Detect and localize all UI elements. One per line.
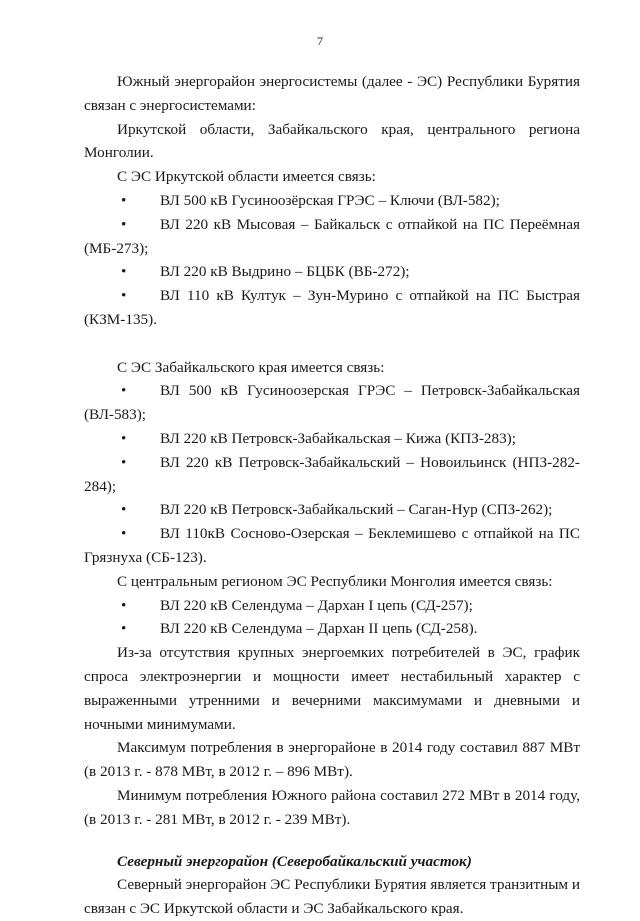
bullet-icon: •: [121, 382, 127, 400]
list-item: [84, 189, 580, 213]
list-item-text: ВЛ 220 кВ Выдрино – БЦБК (ВБ-272);: [160, 263, 410, 281]
page-body: [84, 70, 580, 921]
list-item-text: ВЛ 220 кВ Петровск-Забайкальский – Саган-Нур (СПЗ-262);: [160, 501, 553, 519]
list-item: [84, 594, 580, 618]
list-item-text: ВЛ 500 кВ Гусиноозерская ГРЭС – Петровск-Забайкальская (ВЛ-583);: [84, 382, 580, 424]
paragraph-regions: Иркутской области, Забайкальского края, центрального региона Монголии.: [84, 120, 580, 162]
list-item: [84, 284, 580, 332]
bullet-icon: •: [121, 191, 127, 209]
list-item: [84, 213, 580, 261]
paragraph-maximum: Максимум потребления в энергорайоне в 2014 году составил 887 МВт (в 2013 г. - 878 МВт, в 2012 г. – 896 МВт).: [84, 739, 580, 781]
list-item: [84, 498, 580, 522]
bullet-icon: •: [121, 215, 127, 233]
list-item: [84, 379, 580, 427]
bullet-icon: •: [121, 263, 127, 281]
paragraph-north: Северный энергорайон ЭС Республики Бурятия является транзитным и связан с ЭС Иркутской области и ЭС Забайкальского края.: [84, 876, 580, 918]
paragraph-demand: Из-за отсутствия крупных энергоемких потребителей в ЭС, график спроса электроэнергии и мощности имеет нестабильный характер с выраженными утренними и вечерними максимумами и дневными и ночными минимумами.: [84, 644, 580, 733]
list-item-text: ВЛ 220 кВ Петровск-Забайкальская – Кижа (КПЗ-283);: [160, 429, 516, 447]
bullet-icon: •: [121, 525, 127, 543]
mongolia-intro: С центральным регионом ЭС Республики Монголия имеется связь:: [117, 572, 553, 590]
list-item: [84, 617, 580, 641]
list-item: [84, 522, 580, 570]
bullet-icon: •: [121, 596, 127, 614]
bullet-icon: •: [121, 620, 127, 638]
list-item-text: ВЛ 220 кВ Мысовая – Байкальск с отпайкой на ПС Переёмная (МБ-273);: [84, 215, 580, 257]
irkutsk-intro: С ЭС Иркутской области имеется связь:: [117, 168, 376, 186]
bullet-icon: •: [121, 501, 127, 519]
paragraph-intro: Южный энергорайон энергосистемы (далее - ЭС) Республики Бурятия связан с энергосистемами:: [84, 73, 580, 114]
bullet-icon: •: [121, 429, 127, 447]
bullet-icon: •: [121, 453, 127, 471]
list-item-text: ВЛ 110кВ Сосново-Озерская – Беклемишево с отпайкой на ПС Грязнуха (СБ-123).: [84, 525, 580, 566]
list-item-text: ВЛ 220 кВ Селендума – Дархан I цепь (СД-257);: [160, 596, 473, 614]
page-number: 7: [317, 34, 323, 48]
zabaykalsky-intro: С ЭС Забайкальского края имеется связь:: [117, 358, 385, 376]
spacer: [84, 832, 580, 850]
spacer: [84, 332, 580, 356]
list-item-text: ВЛ 220 кВ Петровск-Забайкальский – Новоильинск (НПЗ-282-284);: [84, 453, 580, 495]
list-item: [84, 451, 580, 499]
paragraph-minimum: Минимум потребления Южного района составил 272 МВт в 2014 году, (в 2013 г. - 281 МВт, в 2012 г. - 239 МВт).: [84, 786, 580, 828]
list-item-text: ВЛ 110 кВ Култук – Зун-Мурино с отпайкой на ПС Быстрая (КЗМ-135).: [84, 287, 580, 328]
section-heading: Северный энергорайон (Северобайкальский участок): [117, 852, 472, 870]
list-item: [84, 260, 580, 284]
list-item-text: ВЛ 500 кВ Гусиноозёрская ГРЭС – Ключи (ВЛ-582);: [160, 191, 500, 209]
list-item-text: ВЛ 220 кВ Селендума – Дархан II цепь (СД-258).: [160, 620, 478, 638]
list-item: [84, 427, 580, 451]
bullet-icon: •: [121, 287, 127, 305]
